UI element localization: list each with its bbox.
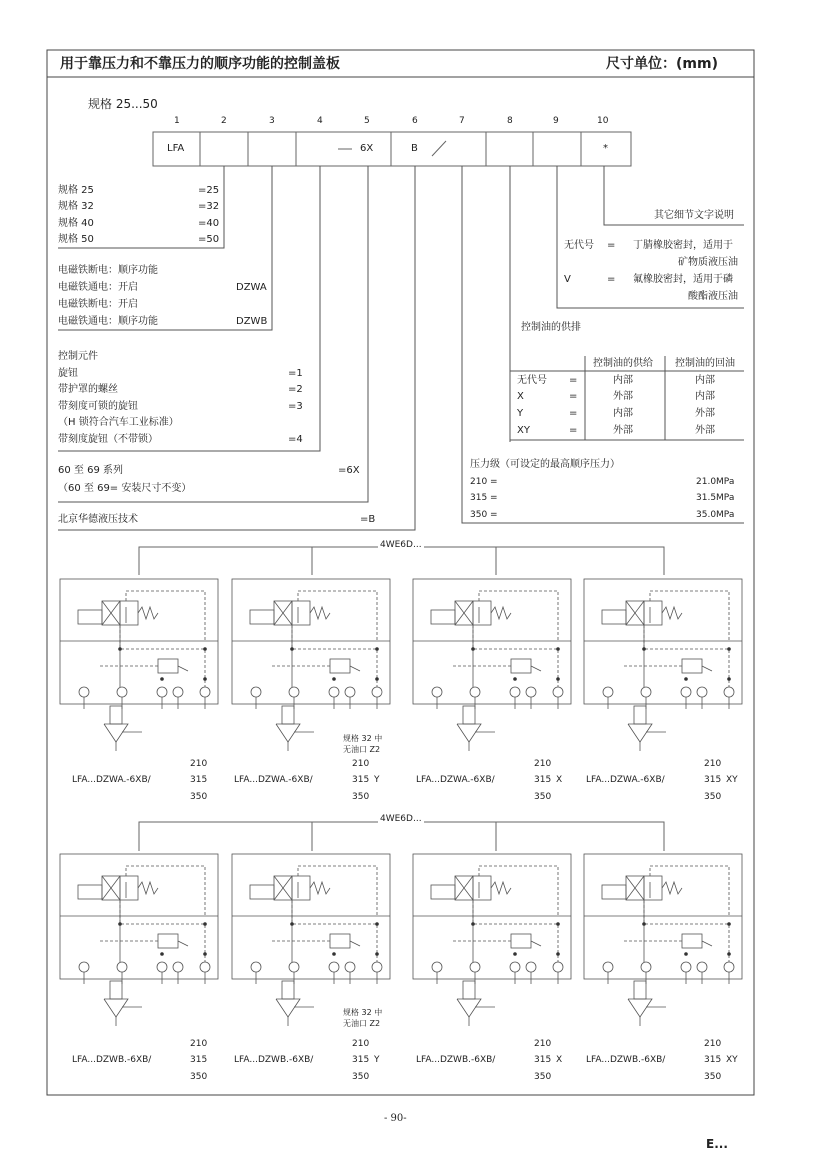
- model-caption: LFA...DZWA.-6XB/: [234, 775, 313, 785]
- hydraulic-symbols: [60, 579, 742, 1026]
- pressure-option: 210: [534, 759, 552, 769]
- seal-desc: 丁腈橡胶密封，适用于: [633, 240, 733, 251]
- code-box-10: *: [603, 143, 608, 154]
- size-note: 无油口 Z2: [343, 1019, 381, 1028]
- control-heading: 控制元件: [58, 351, 98, 362]
- pilot-heading: 控制油的供排: [521, 322, 581, 333]
- pilot-code: X: [517, 391, 524, 402]
- pressure-value: 21.0MPa: [696, 477, 735, 487]
- pilot-suffix: XY: [726, 1055, 738, 1065]
- control-item: 带刻度旋钮（不带锁）: [58, 434, 158, 445]
- control-item: 带刻度可锁的旋钮: [58, 401, 138, 412]
- size-note: 无油口 Z2: [343, 745, 381, 754]
- pressure-option: 315: [704, 1055, 722, 1065]
- position-number: 2: [221, 116, 227, 126]
- circuit-diagram: [584, 854, 742, 1026]
- pressure-option: 315: [534, 775, 552, 785]
- position-number: 3: [269, 116, 275, 126]
- size-code: =40: [198, 218, 220, 229]
- size-item: 规格 50: [58, 234, 94, 245]
- circuit-diagram: [413, 579, 571, 751]
- code-box-1: LFA: [167, 143, 185, 154]
- pilot-suffix: XY: [726, 775, 738, 785]
- pilot-code: XY: [517, 425, 530, 436]
- pilot-return: 外部: [695, 425, 715, 436]
- series-code: =6X: [338, 465, 360, 476]
- code-box-5: 6X: [360, 143, 374, 154]
- pilot-code: Y: [517, 408, 524, 419]
- pilot-supply: 外部: [613, 425, 633, 436]
- maker-code: =B: [360, 514, 376, 525]
- series-label: 60 至 69 系列: [58, 465, 123, 476]
- pressure-option: 350: [352, 792, 370, 802]
- pilot-return: 内部: [695, 391, 715, 402]
- position-number: 6: [412, 116, 418, 126]
- position-number: 5: [364, 116, 370, 126]
- magnet-code: DZWA: [236, 282, 267, 293]
- magnet-item: 电磁铁通电：开启: [58, 282, 138, 293]
- pilot-supply: 内部: [613, 375, 633, 386]
- footer-mark: E...: [706, 1137, 728, 1151]
- model-caption: LFA...DZWA.-6XB/: [72, 775, 151, 785]
- unit-label: 尺寸单位：(mm): [606, 56, 718, 72]
- pilot-code: 无代号: [517, 375, 547, 386]
- pressure-option: 350: [704, 792, 722, 802]
- seal-desc: 氟橡胶密封，适用于磷: [633, 274, 733, 285]
- pressure-option: 210: [190, 759, 208, 769]
- magnet-item: 电磁铁断电：开启: [58, 299, 138, 310]
- pressure-option: 210: [704, 1039, 722, 1049]
- valve-label-a: 4WE6D...: [380, 540, 422, 550]
- size-note: 规格 32 中: [343, 1008, 383, 1017]
- model-caption: LFA...DZWB.-6XB/: [416, 1055, 496, 1065]
- size-code: =25: [198, 185, 220, 196]
- size-code: =50: [198, 234, 220, 245]
- model-caption: LFA...DZWA.-6XB/: [416, 775, 495, 785]
- seal-eq: =: [607, 240, 616, 251]
- pilot-eq: =: [569, 425, 578, 436]
- pressure-option: 210: [352, 1039, 370, 1049]
- control-code: =2: [288, 384, 303, 395]
- circuit-diagram: [232, 854, 390, 1026]
- pressure-option: 315: [534, 1055, 552, 1065]
- pressure-value: 35.0MPa: [696, 510, 735, 520]
- seal-desc: 酸酯液压油: [688, 291, 738, 302]
- control-item: （H 锁符合汽车工业标准）: [58, 417, 179, 428]
- size-item: 规格 40: [58, 218, 94, 229]
- pilot-eq: =: [569, 408, 578, 419]
- maker-label: 北京华德液压技术: [58, 514, 138, 525]
- pressure-option: 350: [534, 1072, 552, 1082]
- pressure-option: 210: [352, 759, 370, 769]
- pressure-code: 350 =: [470, 510, 498, 520]
- seal-desc: 矿物质液压油: [678, 257, 738, 268]
- pressure-option: 210: [534, 1039, 552, 1049]
- size-code: =32: [198, 201, 220, 212]
- model-caption: LFA...DZWB.-6XB/: [586, 1055, 666, 1065]
- pilot-return: 内部: [695, 375, 715, 386]
- position-number: 4: [317, 116, 323, 126]
- valve-label-b: 4WE6D...: [380, 814, 422, 824]
- pilot-supply: 外部: [613, 391, 633, 402]
- circuit-diagram: [584, 579, 742, 751]
- magnet-code: DZWB: [236, 316, 268, 327]
- pressure-heading: 压力级（可设定的最高顺序压力）: [470, 459, 620, 470]
- pressure-option: 350: [190, 1072, 208, 1082]
- seal-eq: =: [607, 274, 616, 285]
- pressure-value: 31.5MPa: [696, 493, 735, 503]
- model-caption: LFA...DZWB.-6XB/: [72, 1055, 152, 1065]
- pilot-suffix: Y: [374, 775, 380, 785]
- circuit-diagram: [60, 579, 218, 751]
- other-details: 其它细节文字说明: [654, 210, 734, 221]
- pilot-col-supply: 控制油的供给: [593, 358, 653, 369]
- pressure-option: 210: [190, 1039, 208, 1049]
- pilot-eq: =: [569, 375, 578, 386]
- circuit-diagram: [413, 854, 571, 1026]
- pressure-option: 350: [352, 1072, 370, 1082]
- pressure-option: 315: [190, 775, 208, 785]
- pilot-col-return: 控制油的回油: [675, 358, 735, 369]
- seal-code: V: [564, 274, 571, 285]
- pressure-option: 315: [352, 775, 370, 785]
- pressure-option: 350: [190, 792, 208, 802]
- pilot-suffix: X: [556, 775, 563, 785]
- position-number: 10: [597, 116, 609, 126]
- pilot-return: 外部: [695, 408, 715, 419]
- pressure-code: 210 =: [470, 477, 498, 487]
- size-label: 规格 25...50: [88, 97, 158, 111]
- position-number: 7: [459, 116, 465, 126]
- circuit-diagram: [60, 854, 218, 1026]
- control-item: 旋钮: [58, 368, 78, 379]
- position-number: 1: [174, 116, 180, 126]
- pilot-eq: =: [569, 391, 578, 402]
- size-note: 规格 32 中: [343, 734, 383, 743]
- position-number: 8: [507, 116, 513, 126]
- pressure-option: 315: [190, 1055, 208, 1065]
- code-box-6: B: [411, 143, 418, 154]
- seal-code: 无代号: [564, 240, 594, 251]
- pressure-option: 315: [704, 775, 722, 785]
- pilot-suffix: Y: [374, 1055, 380, 1065]
- pressure-option: 210: [704, 759, 722, 769]
- model-caption: LFA...DZWA.-6XB/: [586, 775, 665, 785]
- size-item: 规格 32: [58, 201, 94, 212]
- control-code: =3: [288, 401, 303, 412]
- magnet-item: 电磁铁断电：顺序功能: [58, 265, 158, 276]
- pilot-supply: 内部: [613, 408, 633, 419]
- position-number: 9: [553, 116, 559, 126]
- size-item: 规格 25: [58, 185, 94, 196]
- control-code: =4: [288, 434, 303, 445]
- pressure-option: 350: [704, 1072, 722, 1082]
- magnet-item: 电磁铁通电：顺序功能: [58, 316, 158, 327]
- pressure-code: 315 =: [470, 493, 498, 503]
- model-caption: LFA...DZWB.-6XB/: [234, 1055, 314, 1065]
- pressure-option: 350: [534, 792, 552, 802]
- pilot-suffix: X: [556, 1055, 563, 1065]
- control-item: 带护罩的螺丝: [58, 384, 118, 395]
- page-number: - 90-: [384, 1113, 407, 1124]
- series-note: （60 至 69= 安装尺寸不变）: [58, 483, 192, 494]
- control-code: =1: [288, 368, 303, 379]
- circuit-diagram: [232, 579, 390, 751]
- pressure-option: 315: [352, 1055, 370, 1065]
- page-title: 用于靠压力和不靠压力的顺序功能的控制盖板: [60, 56, 340, 72]
